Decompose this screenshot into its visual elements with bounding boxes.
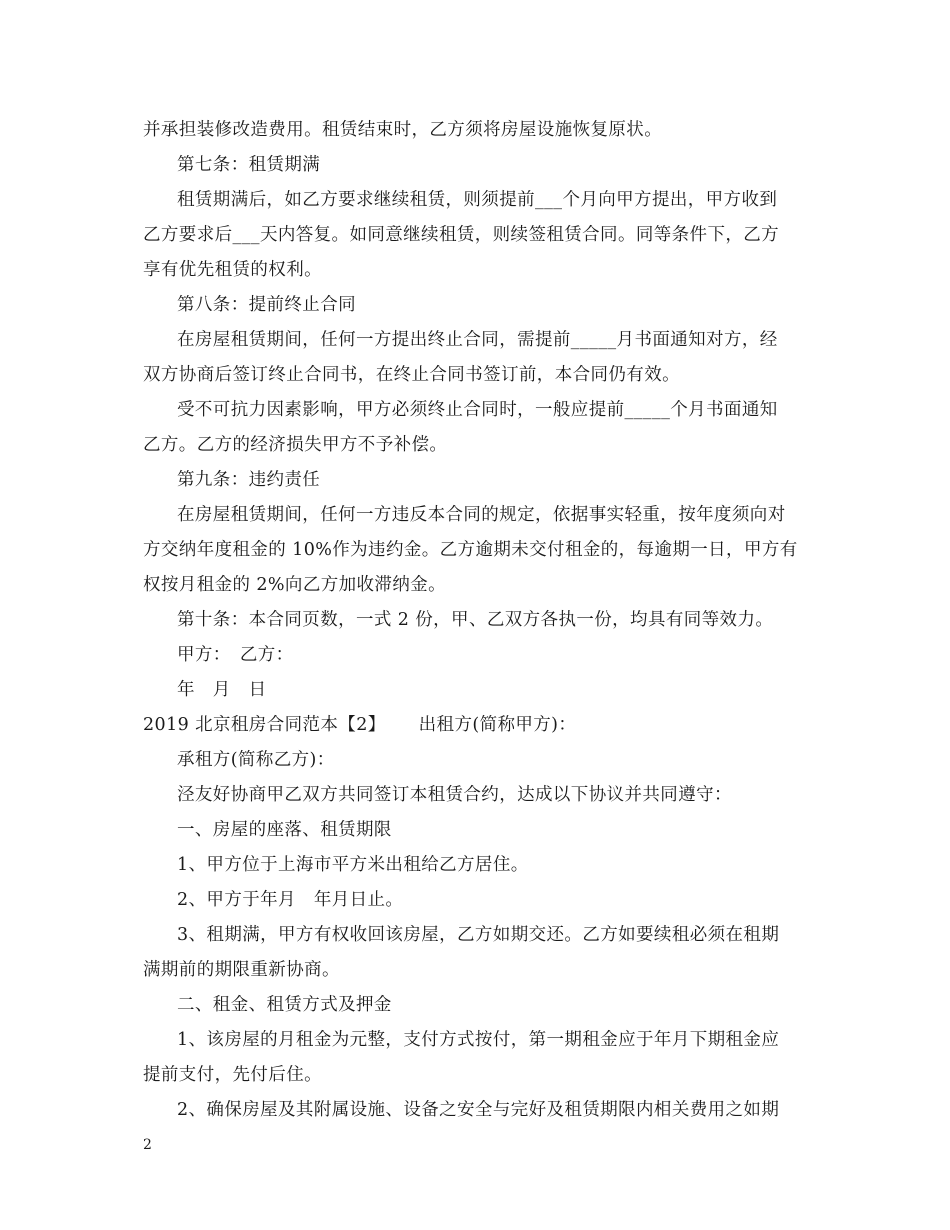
clause-heading-9: 第九条：违约责任 xyxy=(177,470,321,490)
paragraph-line: 1、该房屋的月租金为元整，支付方式按付，第一期租金应于年月下期租金应 xyxy=(177,1030,780,1050)
page-number: 2 xyxy=(143,1137,152,1153)
paragraph-line: 乙方。乙方的经济损失甲方不予补偿。 xyxy=(143,435,448,455)
paragraph-line: 满期前的期限重新协商。 xyxy=(143,960,340,980)
signature-parties: 甲方： 乙方： xyxy=(177,645,294,665)
paragraph-line: 方交纳年度租金的 10%作为违约金。乙方逾期未交付租金的，每逾期一日，甲方有 xyxy=(143,540,798,560)
paragraph-line: 受不可抗力因素影响，甲方必须终止合同时，一般应提前_____个月书面通知 xyxy=(177,400,778,420)
section-heading-1: 一、房屋的座落、租赁期限 xyxy=(177,820,392,840)
paragraph-line: 并承担装修改造费用。租赁结束时，乙方须将房屋设施恢复原状。 xyxy=(143,120,663,140)
section-heading-2: 二、租金、租赁方式及押金 xyxy=(177,995,392,1015)
paragraph-line: 提前支付，先付后住。 xyxy=(143,1065,322,1085)
paragraph-line: 在房屋租赁期间，任何一方提出终止合同，需提前_____月书面通知对方，经 xyxy=(177,330,778,350)
paragraph-line: 承租方(简称乙方)： xyxy=(177,750,335,770)
paragraph-line: 2、确保房屋及其附属设施、设备之安全与完好及租赁期限内相关费用之如期 xyxy=(177,1100,780,1120)
clause-10: 第十条：本合同页数，一式 2 份，甲、乙双方各执一份，均具有同等效力。 xyxy=(177,610,774,630)
paragraph-line: 租赁期满后，如乙方要求继续租赁，则须提前___个月向甲方提出，甲方收到 xyxy=(177,190,778,210)
paragraph-line: 双方协商后签订终止合同书，在终止合同书签订前，本合同仍有效。 xyxy=(143,365,680,385)
section-title: 2019 北京租房合同范本【2】 出租方(简称甲方)： xyxy=(143,715,577,735)
paragraph-line: 3、租期满，甲方有权收回该房屋，乙方如期交还。乙方如要续租必须在租期 xyxy=(177,925,780,945)
paragraph-line: 1、甲方位于上海市平方米出租给乙方居住。 xyxy=(177,855,529,875)
paragraph-line: 乙方要求后___天内答复。如同意继续租赁，则续签租赁合同。同等条件下，乙方 xyxy=(143,225,780,245)
paragraph-line: 泾友好协商甲乙双方共同签订本租赁合约，达成以下协议并共同遵守： xyxy=(177,785,732,805)
clause-heading-8: 第八条：提前终止合同 xyxy=(177,295,356,315)
clause-heading-7: 第七条：租赁期满 xyxy=(177,155,321,175)
signature-date: 年 月 日 xyxy=(177,680,267,700)
paragraph-line: 2、甲方于年月 年月日止。 xyxy=(177,890,404,910)
paragraph-line: 权按月租金的 2%向乙方加收滞纳金。 xyxy=(143,575,447,595)
paragraph-line: 享有优先租赁的权利。 xyxy=(143,260,322,280)
paragraph-line: 在房屋租赁期间，任何一方违反本合同的规定，依据事实轻重，按年度须向对 xyxy=(177,505,786,525)
